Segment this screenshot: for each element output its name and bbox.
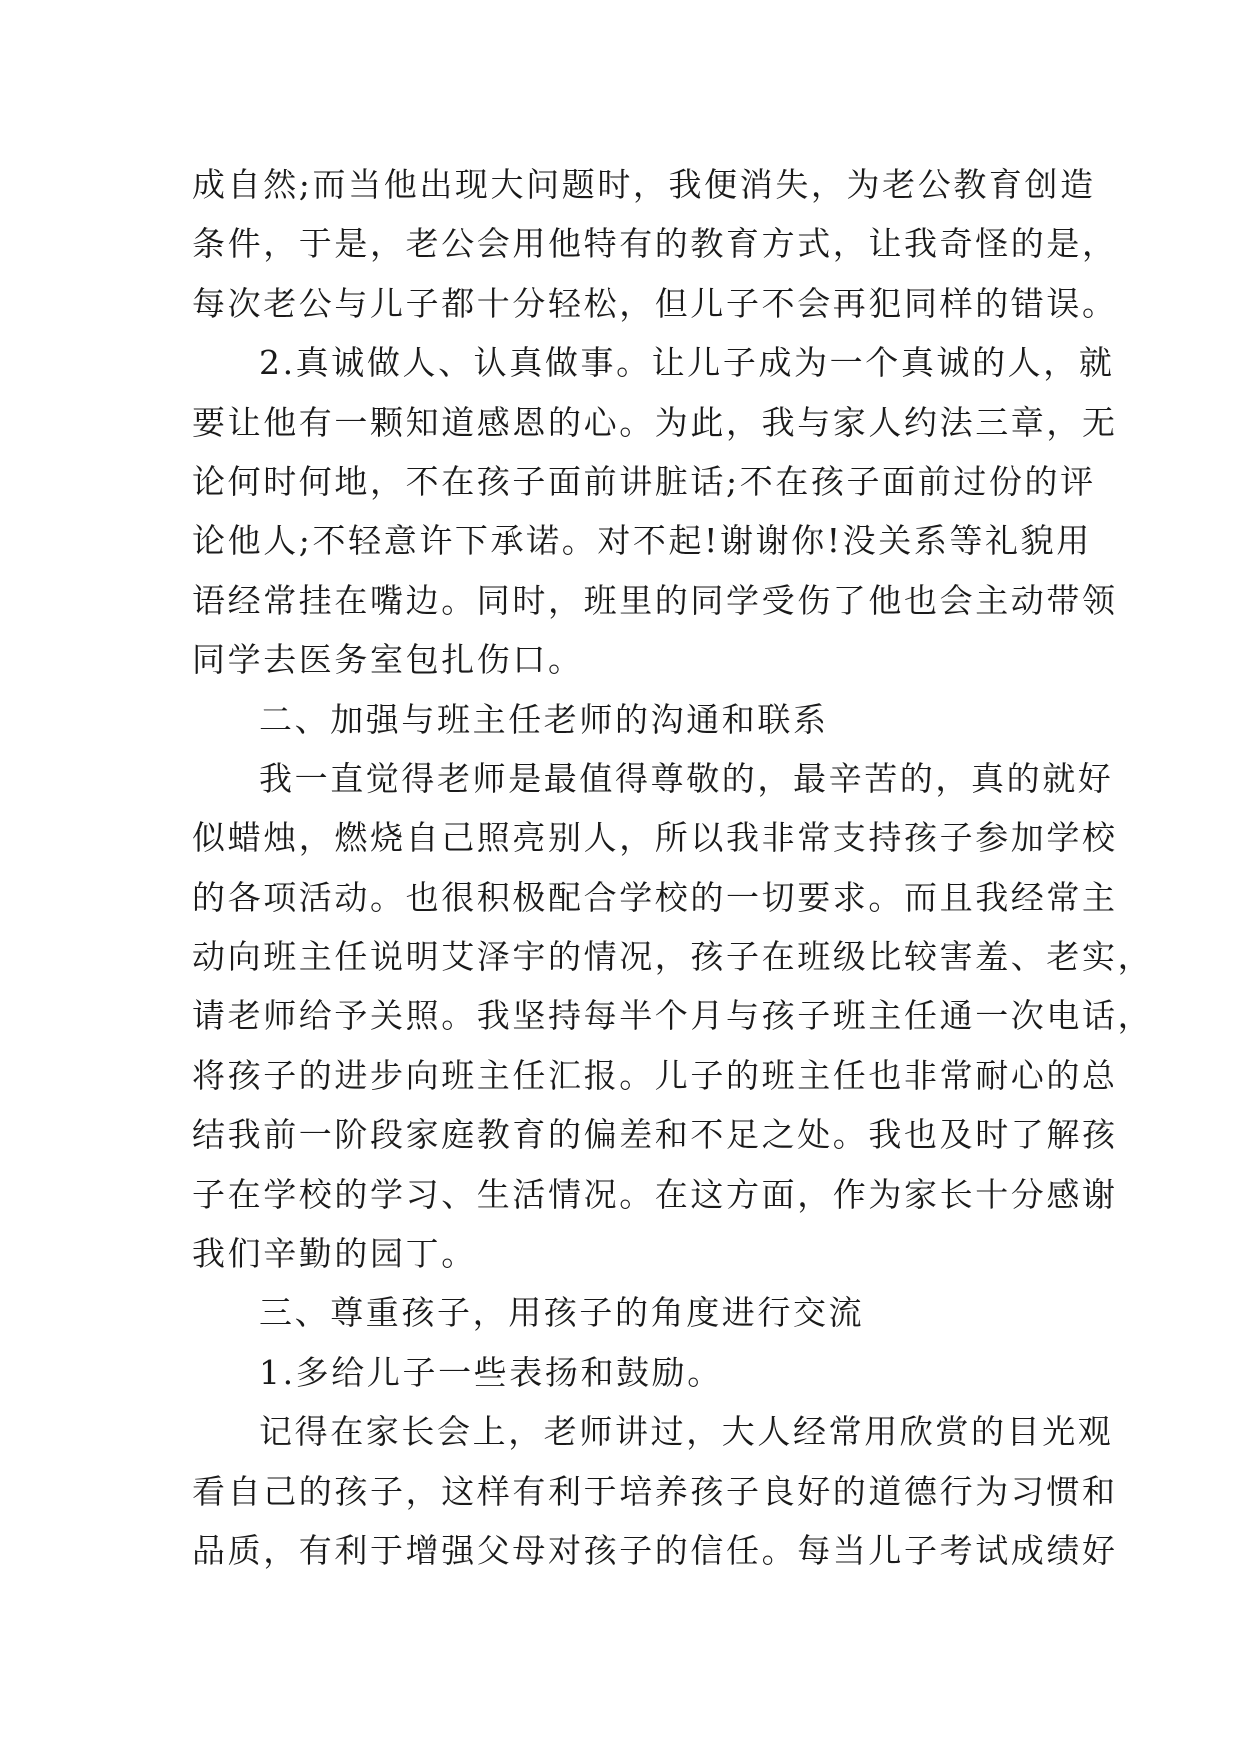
text-line: 似蜡烛，燃烧自己照亮别人，所以我非常支持孩子参加学校 [192, 818, 1118, 858]
text-line: 请老师给予关照。我坚持每半个月与孩子班主任通一次电话， [192, 996, 1154, 1036]
text-line: 的各项活动。也很积极配合学校的一切要求。而且我经常主 [192, 877, 1118, 917]
text-line: 子在学校的学习、生活情况。在这方面，作为家长十分感谢 [192, 1174, 1118, 1214]
text-line: 每次老公与儿子都十分轻松，但儿子不会再犯同样的错误。 [192, 283, 1118, 323]
text-line: 我一直觉得老师是最值得尊敬的，最辛苦的，真的就好 [259, 758, 1114, 798]
text-line: 要让他有一颗知道感恩的心。为此，我与家人约法三章，无 [192, 402, 1118, 442]
text-line: 看自己的孩子，这样有利于培养孩子良好的道德行为习惯和 [192, 1471, 1118, 1511]
text-line: 三、尊重孩子，用孩子的角度进行交流 [259, 1293, 865, 1333]
text-line: 动向班主任说明艾泽宇的情况，孩子在班级比较害羞、老实， [192, 937, 1154, 977]
text-line: 品质，有利于增强父母对孩子的信任。每当儿子考试成绩好 [192, 1530, 1118, 1570]
text-line: 二、加强与班主任老师的沟通和联系 [259, 699, 829, 739]
text-line: 1.多给儿子一些表扬和鼓励。 [259, 1352, 723, 1392]
text-line: 将孩子的进步向班主任汇报。儿子的班主任也非常耐心的总 [192, 1055, 1118, 1095]
body-text [192, 155, 1154, 1580]
text-line: 记得在家长会上，老师讲过，大人经常用欣赏的目光观 [259, 1412, 1114, 1452]
text-line: 条件，于是，老公会用他特有的教育方式，让我奇怪的是， [192, 224, 1118, 264]
text-line: 论何时何地，不在孩子面前讲脏话;不在孩子面前过份的评 [192, 461, 1096, 501]
text-line: 成自然;而当他出现大问题时，我便消失，为老公教育创造 [192, 165, 1096, 204]
text-line: 结我前一阶段家庭教育的偏差和不足之处。我也及时了解孩 [192, 1115, 1118, 1155]
text-line: 2.真诚做人、认真做事。让儿子成为一个真诚的人，就 [259, 343, 1115, 383]
text-line: 论他人;不轻意许下承诺。对不起!谢谢你!没关系等礼貌用 [192, 521, 1092, 561]
text-line: 语经常挂在嘴边。同时，班里的同学受伤了他也会主动带领 [192, 580, 1118, 620]
text-line: 同学去医务室包扎伤口。 [192, 640, 584, 680]
text-line: 我们辛勤的园丁。 [192, 1234, 477, 1274]
